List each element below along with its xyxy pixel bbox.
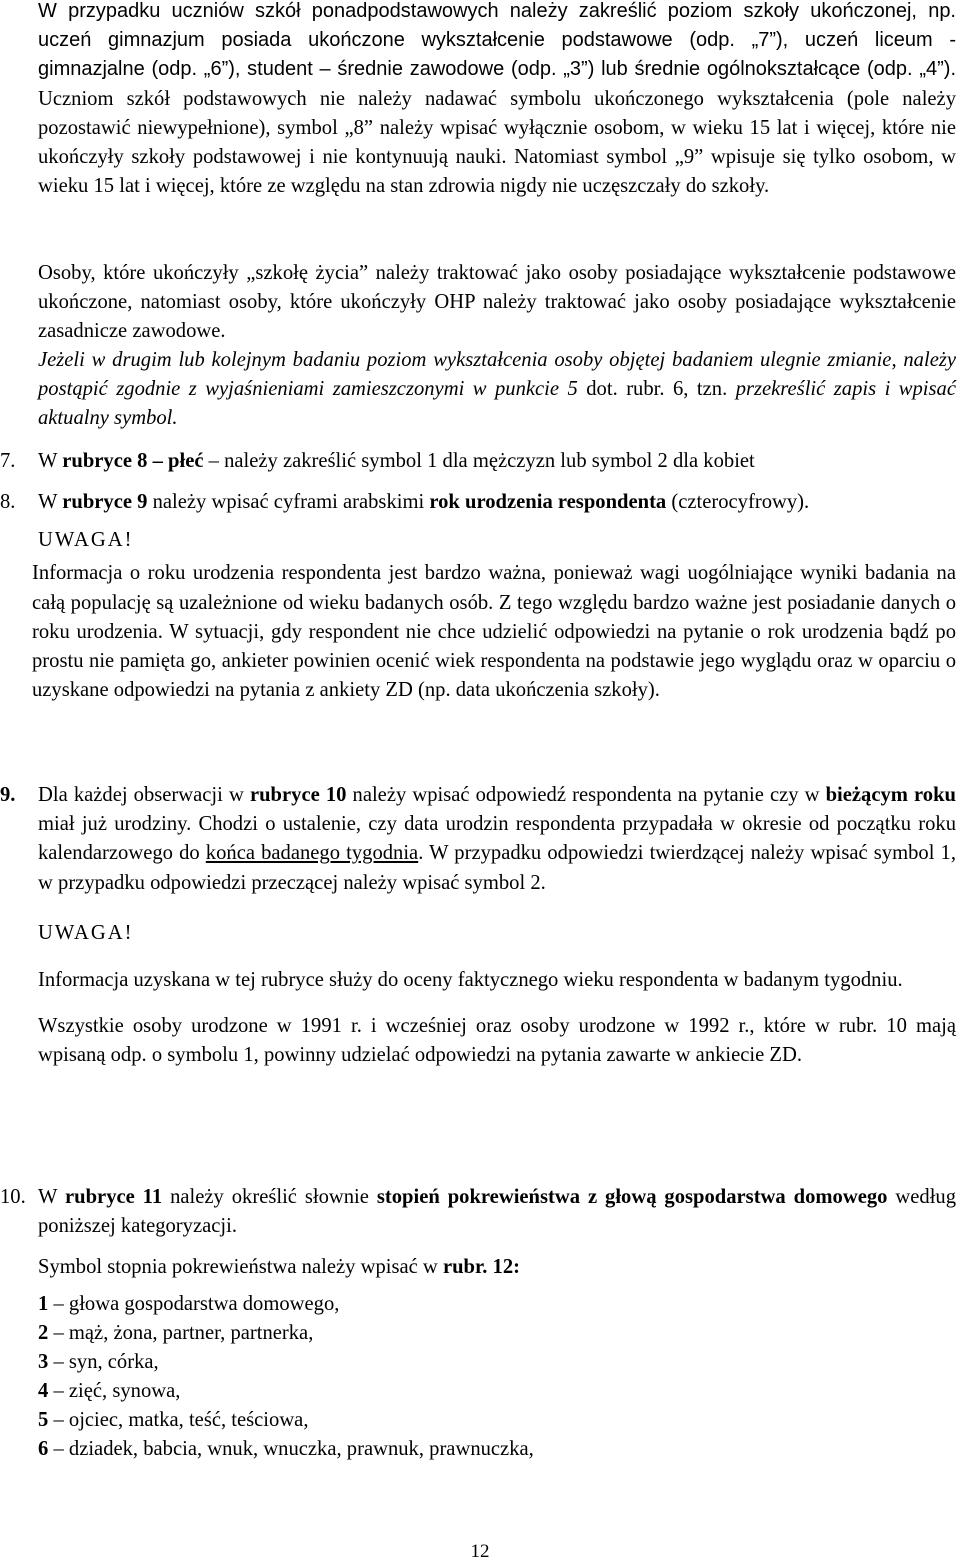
legend-code: 1 bbox=[38, 1292, 49, 1315]
item-10-text-b: należy określić słownie bbox=[162, 1186, 377, 1208]
item-10-number: 10. bbox=[0, 1186, 26, 1208]
item-9-text-d: . W przypadku odpowiedzi twierdzącej należy wpisać symbol 1, w przypadku odpowiedzi przeczącej należy wpisać symbol 2. bbox=[38, 842, 956, 894]
item-8-bold-a: rubryce 9 bbox=[62, 491, 148, 513]
item-9-bold-b: bieżącym roku bbox=[825, 784, 957, 806]
legend-item bbox=[38, 1348, 956, 1377]
education-level-text: W przypadku uczniów szkół ponadpodstawowych należy zakreślić poziom szkoły ukończonej, np. uczeń gimnazjum posiada ukończone wykształcenie podstawowe (odp. „7”), uczeń liceum - gimnazjalne (odp. „6”), student – średnie zawodowe (odp. „3”) lub średnie ogólnokształcące (odp. „4”). bbox=[38, 0, 956, 81]
legend-code: 4 bbox=[38, 1379, 49, 1402]
item-7-text-a: W bbox=[38, 450, 63, 472]
legend-text: – mąż, żona, partner, partnerka, bbox=[48, 1321, 314, 1344]
relationship-symbol-heading bbox=[38, 1253, 956, 1282]
item-10-text-a: W bbox=[38, 1186, 65, 1208]
legend-text: – zięć, synowa, bbox=[48, 1379, 181, 1402]
legend-code: 2 bbox=[38, 1321, 49, 1344]
education-change-ref: dot. rubr. 6, tzn. bbox=[577, 378, 728, 401]
relationship-legend bbox=[38, 1290, 956, 1464]
education-change-instruction: przekreślić zapis i wpisać aktualny symbol. bbox=[38, 378, 956, 430]
item-8 bbox=[0, 488, 956, 705]
legend-item bbox=[38, 1290, 956, 1319]
item-9-bold-a: rubryce 10 bbox=[249, 784, 347, 806]
legend-item bbox=[38, 1406, 956, 1435]
item-8-number: 8. bbox=[0, 491, 16, 513]
relationship-symbol-text: Symbol stopnia pokrewieństwa należy wpisać w bbox=[38, 1256, 443, 1279]
item-8-text-b: należy wpisać cyframi arabskimi bbox=[147, 491, 430, 513]
item-10 bbox=[0, 1183, 956, 1464]
page-number: 12 bbox=[470, 1541, 490, 1562]
item-8-text-a: W bbox=[38, 491, 63, 513]
item-8-warning: UWAGA! bbox=[38, 529, 134, 552]
primary-school-text: Uczniom szkół podstawowych nie należy nadawać symbolu ukończonego wykształcenia (pole należy pozostawić niewypełnione), symbol „8” należy wpisać wyłącznie osobom, w wieku 15 lat i więcej, które nie ukończyły szkoły podstawowej i nie kontynuują nauki. Natomiast symbol „9” wpisuje się tylko osobom, w wieku 15 lat i więcej, które ze względu na stan zdrowia nigdy nie uczęszczały do szkoły. bbox=[38, 87, 956, 198]
legend-item bbox=[38, 1435, 956, 1464]
item-9-text-b: należy wpisać odpowiedź respondenta na pytanie czy w bbox=[346, 784, 826, 806]
legend-code: 3 bbox=[38, 1350, 49, 1373]
legend-code: 6 bbox=[38, 1437, 49, 1460]
school-of-life-text: Osoby, które ukończyły „szkołę życia” należy traktować jako osoby posiadające wykształcenie podstawowe ukończone, natomiast osoby, które ukończyły OHP należy traktować jako osoby posiadające wykształcenie zasadnicze zawodowe. bbox=[38, 262, 956, 343]
item-8-info: Informacja o roku urodzenia respondenta jest bardzo ważna, ponieważ wagi uogólniające wyniki badania na całą populację są uzależnione od wieku badanych osób. Z tego względu bardzo ważne jest posiadanie danych o roku urodzenia. W sytuacji, gdy respondent nie chce udzielić odpowiedzi na pytanie o rok urodzenia bądź po prostu nie pamięta go, ankieter powinien ocenić wiek respondenta na podstawie jego wyglądu oraz w oparciu o uzyskane odpowiedzi na pytania z ankiety ZD (np. data ukończenia szkoły). bbox=[32, 562, 956, 702]
item-8-text-c: (czterocyfrowy). bbox=[666, 491, 810, 513]
paragraph-education-change bbox=[38, 346, 956, 434]
legend-item bbox=[38, 1377, 956, 1406]
item-10-bold-a: rubryce 11 bbox=[65, 1186, 163, 1208]
item-10-bold-b: stopień pokrewieństwa z głową gospodarstwa domowego bbox=[376, 1186, 888, 1208]
item-9-number: 9. bbox=[0, 784, 16, 806]
legend-text: – głowa gospodarstwa domowego, bbox=[48, 1292, 340, 1315]
paragraph-education-levels bbox=[38, 0, 956, 201]
item-7 bbox=[0, 447, 956, 476]
legend-text: – ojciec, matka, teść, teściowa, bbox=[48, 1408, 309, 1431]
item-7-bold: rubryce 8 – płeć bbox=[62, 450, 204, 472]
item-9-underlined: końca badanego tygodnia bbox=[205, 842, 419, 865]
item-9-text-c: miał już urodziny. Chodzi o ustalenie, czy data urodzin respondenta przypadała w okresie od początku roku kalendarzowego do bbox=[38, 813, 956, 865]
item-7-text-b: – należy zakreślić symbol 1 dla mężczyzn lub symbol 2 dla kobiet bbox=[203, 450, 755, 472]
relationship-symbol-bold: rubr. 12: bbox=[442, 1256, 520, 1279]
item-9-info-2: Wszystkie osoby urodzone w 1991 r. i wcześniej oraz osoby urodzone w 1992 r., które w rubr. 10 mają wpisaną odp. o symbolu 1, powinny udzielać odpowiedzi na pytania zawarte w ankiecie ZD. bbox=[38, 1015, 956, 1067]
item-9-warning: UWAGA! bbox=[38, 921, 134, 944]
education-change-text: Jeżeli w drugim lub kolejnym badaniu poziom wykształcenia osoby objętej badaniem ulegnie zmianie, należy postąpić zgodnie z wyjaśnieniami zamieszczonymi w punkcie 5 bbox=[38, 349, 956, 401]
item-7-number: 7. bbox=[0, 450, 16, 472]
item-10-text-c: według poniższej kategoryzacji. bbox=[38, 1186, 957, 1238]
legend-text: – dziadek, babcia, wnuk, wnuczka, prawnuk, prawnuczka, bbox=[48, 1437, 534, 1460]
paragraph-school-of-life bbox=[38, 259, 956, 347]
item-9-info-1: Informacja uzyskana w tej rubryce służy do oceny faktycznego wieku respondenta w badanym tygodniu. bbox=[38, 969, 903, 992]
item-9 bbox=[0, 781, 956, 1071]
legend-text: – syn, córka, bbox=[48, 1350, 159, 1373]
legend-code: 5 bbox=[38, 1408, 49, 1431]
item-8-bold-b: rok urodzenia respondenta bbox=[429, 491, 667, 513]
legend-item bbox=[38, 1319, 956, 1348]
item-9-text-a: Dla każdej obserwacji w bbox=[38, 784, 250, 806]
